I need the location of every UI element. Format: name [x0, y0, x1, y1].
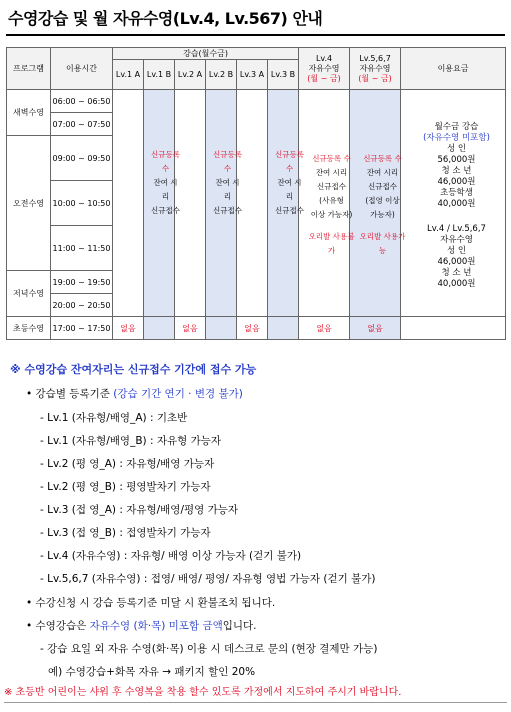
notes-lv3b: - Lv.3 (접 영_B) : 접영발차기 가능자: [40, 527, 211, 539]
header-lv4: Lv.4 자유수영 (월 ~ 금): [299, 48, 350, 90]
fee-child-value: 40,000원: [437, 199, 476, 209]
header-lv3b: Lv.3 B: [268, 60, 299, 90]
header-lv2a: Lv.2 A: [175, 60, 206, 90]
notes-price-info: • 수영강습은 자유수영 (화·목) 미포함 금액입니다.: [26, 620, 257, 632]
fee-youth-value: 46,000원: [437, 177, 476, 187]
notes-lv567: - Lv.5,6,7 (자유수영) : 접영/ 배영/ 평영/ 자유형 영법 가능자 (걷기 불가): [40, 573, 376, 585]
fee-free-sub: 자유수영: [440, 235, 473, 245]
header-lv567: Lv.5,6,7 자유수영 (월 ~ 금): [350, 48, 401, 90]
lv2a-cell: [175, 90, 206, 317]
fee-child-label: 초등학생: [440, 188, 473, 198]
fee-lesson-note: (자유수영 미포함): [423, 133, 490, 143]
notes-headline: ※ 수영강습 잔여자리는 신규접수 기간에 접수 가능: [10, 363, 257, 376]
lv567-cond2: 가능자): [370, 210, 395, 219]
lv2b-newreg: 신규등록 수: [213, 150, 242, 173]
lv1b-cell: [144, 90, 175, 317]
notes-lv1b: - Lv.1 (자유형/배영_B) : 자유형 가능자: [40, 435, 222, 447]
program-morning: 오전수영: [7, 136, 51, 271]
lv3b-newreg: 신규등록 수: [275, 150, 304, 173]
kids-lv1a: 없음: [113, 317, 144, 340]
notes-package: 예) 수영강습+화목 자유 → 패키지 할인 20%: [48, 666, 256, 678]
header-time: 이용시간: [51, 48, 113, 90]
lv4-cond2: 이상 가능자): [310, 210, 353, 219]
program-dawn: 새벽수영: [7, 90, 51, 136]
lv3b-cell: [268, 90, 299, 317]
lv4-cell: [299, 90, 350, 317]
header-lv1a: Lv.1 A: [113, 60, 144, 90]
lv2b-cell: [206, 90, 237, 317]
fee-youth-label: 청 소 년: [441, 166, 472, 176]
title-divider: [6, 34, 505, 36]
notes-free-swim: - 강습 요일 외 자유 수영(화·목) 이용 시 데스크로 문의 (현장 결제만 가능): [40, 643, 378, 655]
header-lesson: 강습(월수금): [113, 48, 299, 60]
notes-lv3a: - Lv.3 (접 영_A) : 자유형/배영/평영 가능자: [40, 504, 239, 516]
page-title: 수영강습 및 월 자유수영(Lv.4, Lv.567) 안내: [8, 9, 323, 28]
kids-lv3b: [268, 317, 299, 340]
fee-free-youth-value: 40,000원: [437, 279, 476, 289]
fee-cell: [401, 90, 506, 317]
header-lv3a: Lv.3 A: [237, 60, 268, 90]
lv1b-newreg: 신규등록 수: [151, 150, 180, 173]
fee-free-title: Lv.4 / Lv.5,6,7: [427, 224, 486, 234]
time-slot: 07:00 ~ 07:50: [51, 113, 113, 136]
lv2b-remain: 잔여 시리: [215, 178, 240, 201]
notes-lv2b: - Lv.2 (평 영_B) : 평영발차기 가능자: [40, 481, 211, 493]
lv4-fins: 오리발 사용불가: [308, 232, 355, 255]
kids-lv1b: [144, 317, 175, 340]
fee-free-adult-value: 46,000원: [437, 257, 476, 267]
fee-adult-value: 56,000원: [437, 155, 476, 165]
time-slot: 17:00 ~ 17:50: [51, 317, 113, 340]
time-slot: 06:00 ~ 06:50: [51, 90, 113, 113]
time-slot: 09:00 ~ 09:50: [51, 136, 113, 181]
time-slot: 19:00 ~ 19:50: [51, 271, 113, 294]
lv567-note: 신규접수: [368, 182, 397, 191]
fee-adult-label: 성 인: [446, 144, 467, 154]
time-slot: 20:00 ~ 20:50: [51, 294, 113, 317]
notes-bullet-criteria: • 강습별 등록기준 (강습 기간 연기 · 변경 불가): [26, 388, 243, 400]
kids-lv3a: 없음: [237, 317, 268, 340]
time-slot: 11:00 ~ 11:50: [51, 226, 113, 271]
lv4-note: 신규접수: [317, 182, 346, 191]
header-lv2b: Lv.2 B: [206, 60, 237, 90]
lv567-newreg: 신규등록 수: [363, 154, 402, 163]
lv2b-note: 신규접수: [213, 206, 242, 215]
bottom-notice: ※ 초등반 어린이는 샤워 후 수영복을 착용 할수 있도록 가정에서 지도하여 주시기 바랍니다.: [4, 687, 402, 698]
program-kids: 초등수영: [7, 317, 51, 340]
kids-lv2a: 없음: [175, 317, 206, 340]
lv1b-note: 신규접수: [151, 206, 180, 215]
lv4-newreg: 신규등록 수: [312, 154, 351, 163]
lv1a-cell: [113, 90, 144, 317]
time-slot: 10:00 ~ 10:50: [51, 181, 113, 226]
lv1b-remain: 잔여 시리: [153, 178, 178, 201]
kids-lv567: 없음: [350, 317, 401, 340]
notes-lv2a: - Lv.2 (평 영_A) : 자유형/배영 가능자: [40, 458, 215, 470]
lv4-cond1: (사유형: [319, 196, 344, 205]
fee-free-adult-label: 성 인: [446, 246, 467, 256]
lv4-remain: 잔여 시리: [315, 168, 348, 177]
lv3b-remain: 잔여 시리: [277, 178, 302, 201]
bottom-divider: [4, 702, 507, 703]
lv567-remain: 잔여 시리: [366, 168, 399, 177]
schedule-table: [6, 47, 506, 340]
notes-refund: • 수강신청 시 강습 등록기준 미달 시 환불조치 됩니다.: [26, 597, 276, 609]
kids-lv4: 없음: [299, 317, 350, 340]
fee-free-youth-label: 청 소 년: [441, 268, 472, 278]
lv3b-note: 신규접수: [275, 206, 304, 215]
lv3a-cell: [237, 90, 268, 317]
header-program: 프로그램: [7, 48, 51, 90]
lv567-cond1: (접영 이상: [365, 196, 400, 205]
lv567-fins: 오리발 사용가능: [359, 232, 406, 255]
fee-lesson-title: 월수금 강습: [434, 122, 479, 132]
program-evening: 저녁수영: [7, 271, 51, 317]
lv567-cell: [350, 90, 401, 317]
notes-lv1a: - Lv.1 (자유형/배영_A) : 기초반: [40, 412, 188, 424]
header-fee: 이용요금: [401, 48, 506, 90]
kids-lv2b: [206, 317, 237, 340]
kids-fee: [401, 317, 506, 340]
notes-lv4: - Lv.4 (자유수영) : 자유형/ 배영 이상 가능자 (걷기 불가): [40, 550, 302, 562]
header-lv1b: Lv.1 B: [144, 60, 175, 90]
